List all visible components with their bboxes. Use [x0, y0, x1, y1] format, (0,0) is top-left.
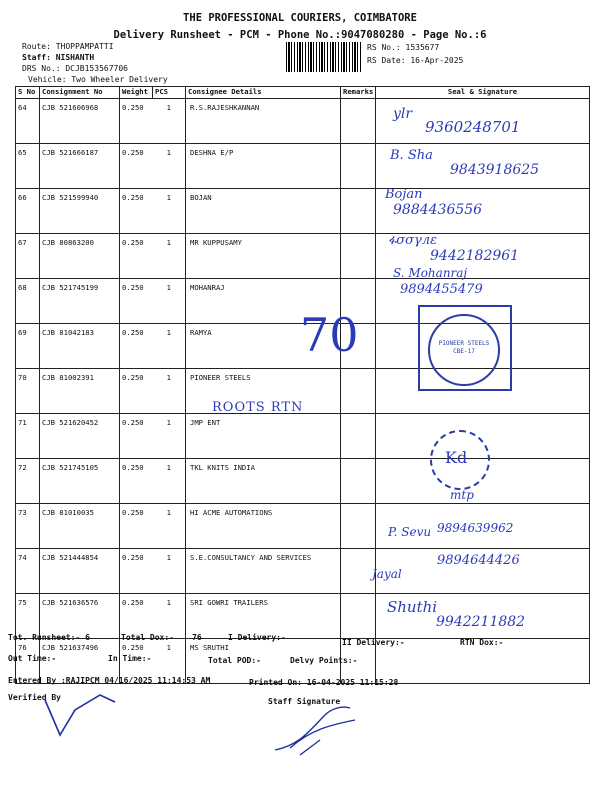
phone-note-66: 9884436556 [393, 202, 483, 218]
staff-signature [270, 700, 360, 760]
cell-sno: 70 [16, 369, 40, 414]
staff-signature-label: Staff Signature [268, 697, 341, 706]
seal-text: PIONEER STEELS CBE-17 [438, 340, 490, 355]
return-note: ROOTS RTN [212, 400, 304, 415]
verified-signature [40, 690, 120, 740]
cell-pcs: 1 [153, 504, 186, 549]
col-pcs: PCS [153, 87, 186, 99]
col-seal-signature: Seal & Signature [376, 87, 590, 99]
cell-sno: 73 [16, 504, 40, 549]
cell-consignment: CJB 81010035 [40, 504, 120, 549]
in-time: In Time:- [108, 654, 152, 663]
signature-74: P. Sevu [388, 525, 432, 539]
cell-weight: 0.250 [120, 549, 153, 594]
cell-consignee: R.S.RAJESHKANNAN [186, 99, 341, 144]
cell-consignment: CJB 521745199 [40, 279, 120, 324]
cell-consignee: PIONEER STEELS [186, 369, 341, 414]
cell-consignee: JMP ENT [186, 414, 341, 459]
total-pod: Total POD:- [208, 656, 261, 665]
cell-weight: 0.250 [120, 279, 153, 324]
phone-note-75: 9894644426 [437, 553, 520, 568]
cell-consignee: MR KUPPUSAMY [186, 234, 341, 279]
cell-weight: 0.250 [120, 369, 153, 414]
signature-65: B. Sha [390, 148, 433, 163]
rs-number: RS No.: 1535677 [367, 43, 440, 52]
col-remarks: Remarks [341, 87, 376, 99]
col-weight: Weight [120, 87, 153, 99]
entered-by: Entered By :RAJIPCM 04/16/2025 11:14:53 AM [8, 676, 211, 685]
signature-68: S. Mohanraj [393, 266, 468, 280]
cell-weight: 0.250 [120, 99, 153, 144]
table-row [16, 459, 590, 504]
col-sno: S No [16, 87, 40, 99]
cell-sno: 72 [16, 459, 40, 504]
signature-72: Kd [445, 448, 468, 467]
phone-note-74: 9894639962 [437, 521, 514, 535]
table-header-row [16, 87, 590, 99]
rtn-dox: RTN Dox:- [460, 638, 504, 647]
cell-pcs: 1 [153, 459, 186, 504]
cell-consignee: MOHANRAJ [186, 279, 341, 324]
cell-consignment: CJB 81042183 [40, 324, 120, 369]
cell-consignment: CJB 521444854 [40, 549, 120, 594]
cell-sno: 64 [16, 99, 40, 144]
runsheet-subtitle: Delivery Runsheet - PCM - Phone No.:9047080280 - Page No.:6 [113, 29, 487, 41]
cell-consignee: TKL KNITS INDIA [186, 459, 341, 504]
phone-note-67: 9442182961 [430, 248, 520, 264]
cell-weight: 0.250 [120, 144, 153, 189]
cell-remarks [341, 234, 376, 279]
cell-consignment: CJB 521620452 [40, 414, 120, 459]
cell-pcs: 1 [153, 144, 186, 189]
cell-sno: 69 [16, 324, 40, 369]
cell-pcs: 1 [153, 369, 186, 414]
seal-border [418, 305, 512, 391]
cell-consignee: HI ACME AUTOMATIONS [186, 504, 341, 549]
cell-remarks [341, 504, 376, 549]
total-dox-value: 76 [192, 633, 202, 642]
cell-consignee: MS SRUTHI [186, 639, 341, 684]
cell-consignment: CJB 521637496 [40, 639, 120, 684]
signature-75: Jayal [372, 567, 402, 581]
phone-note-65: 9843918625 [450, 162, 540, 178]
cell-consignment: CJB 521666187 [40, 144, 120, 189]
cell-consignee: S.E.CONSULTANCY AND SERVICES [186, 549, 341, 594]
cell-pcs: 1 [153, 594, 186, 639]
cell-consignment: CJB 521745105 [40, 459, 120, 504]
cell-consignee: DESHNA E/P [186, 144, 341, 189]
delivery-points: Delvy Points:- [290, 656, 358, 665]
cell-pcs: 1 [153, 324, 186, 369]
cell-consignee: BOJAN [186, 189, 341, 234]
drs-number: DRS No.: DCJB153567706 [22, 64, 128, 73]
cell-remarks [341, 549, 376, 594]
cell-sno: 65 [16, 144, 40, 189]
route-label: Route: THOPPAMPATTI [22, 42, 114, 51]
cell-weight: 0.250 [120, 504, 153, 549]
cell-pcs: 1 [153, 189, 186, 234]
cell-pcs: 1 [153, 639, 186, 684]
company-title: THE PROFESSIONAL COURIERS, COIMBATORE [183, 12, 417, 24]
cell-sno: 68 [16, 279, 40, 324]
phone-note-76: 9942211882 [436, 614, 526, 630]
verified-by: Verified By [8, 693, 61, 702]
vehicle-label: Vehicle: Two Wheeler Delivery [28, 75, 168, 84]
total-runsheet: Tot. Runsheet:- 6 [8, 633, 90, 642]
cell-sno: 76 [16, 639, 40, 684]
cell-weight: 0.250 [120, 459, 153, 504]
signature-66: Bojan [385, 187, 423, 202]
cell-consignment: CJB 81002391 [40, 369, 120, 414]
col-consignment: Consignment No [40, 87, 120, 99]
signature-76: Shuthi [387, 598, 438, 616]
cell-consignment: CJB 521606968 [40, 99, 120, 144]
signature-73: mtp [450, 488, 474, 502]
out-time: Out Time:- [8, 654, 57, 663]
cell-consignee: RAMYA [186, 324, 341, 369]
table-row [16, 189, 590, 234]
cell-weight: 0.250 [120, 234, 153, 279]
barcode [286, 42, 362, 72]
printed-on: Printed On: 16-04-2025 11:15:28 [249, 678, 399, 687]
col-consignee: Consignee Details [186, 87, 341, 99]
cell-weight: 0.250 [120, 414, 153, 459]
tally-note: 70 [300, 308, 359, 362]
cell-pcs: 1 [153, 99, 186, 144]
cell-remarks [341, 414, 376, 459]
rs-date: RS Date: 16-Apr-2025 [367, 56, 464, 65]
cell-weight: 0.250 [120, 594, 153, 639]
ii-delivery: II Delivery:- [342, 638, 405, 647]
cell-pcs: 1 [153, 279, 186, 324]
cell-consignment: CJB 80863200 [40, 234, 120, 279]
cell-weight: 0.250 [120, 639, 153, 684]
phone-note-68: 9894455479 [400, 282, 483, 297]
total-dox-label: Total Dox:- [121, 633, 174, 642]
staff-label: Staff: NISHANTH [22, 53, 95, 62]
cell-pcs: 1 [153, 549, 186, 594]
cell-remarks [341, 189, 376, 234]
cell-sno: 74 [16, 549, 40, 594]
cell-remarks [341, 459, 376, 504]
table-row [16, 414, 590, 459]
phone-note-64: 9360248701 [425, 118, 521, 136]
cell-remarks [341, 99, 376, 144]
cell-pcs: 1 [153, 414, 186, 459]
cell-sno: 67 [16, 234, 40, 279]
signature-64: ylr [393, 106, 413, 122]
cell-remarks [341, 594, 376, 639]
cell-weight: 0.250 [120, 324, 153, 369]
cell-remarks [341, 369, 376, 414]
signature-67: ፋσσγлε [388, 233, 438, 248]
cell-remarks [341, 144, 376, 189]
cell-weight: 0.250 [120, 189, 153, 234]
cell-pcs: 1 [153, 234, 186, 279]
i-delivery: I Delivery:- [228, 633, 286, 642]
cell-consignment: CJB 521599940 [40, 189, 120, 234]
cell-consignment: CJB 521636576 [40, 594, 120, 639]
cell-sno: 71 [16, 414, 40, 459]
cell-sno: 66 [16, 189, 40, 234]
cell-sno: 75 [16, 594, 40, 639]
cell-consignee: SRI GOWRI TRAILERS [186, 594, 341, 639]
